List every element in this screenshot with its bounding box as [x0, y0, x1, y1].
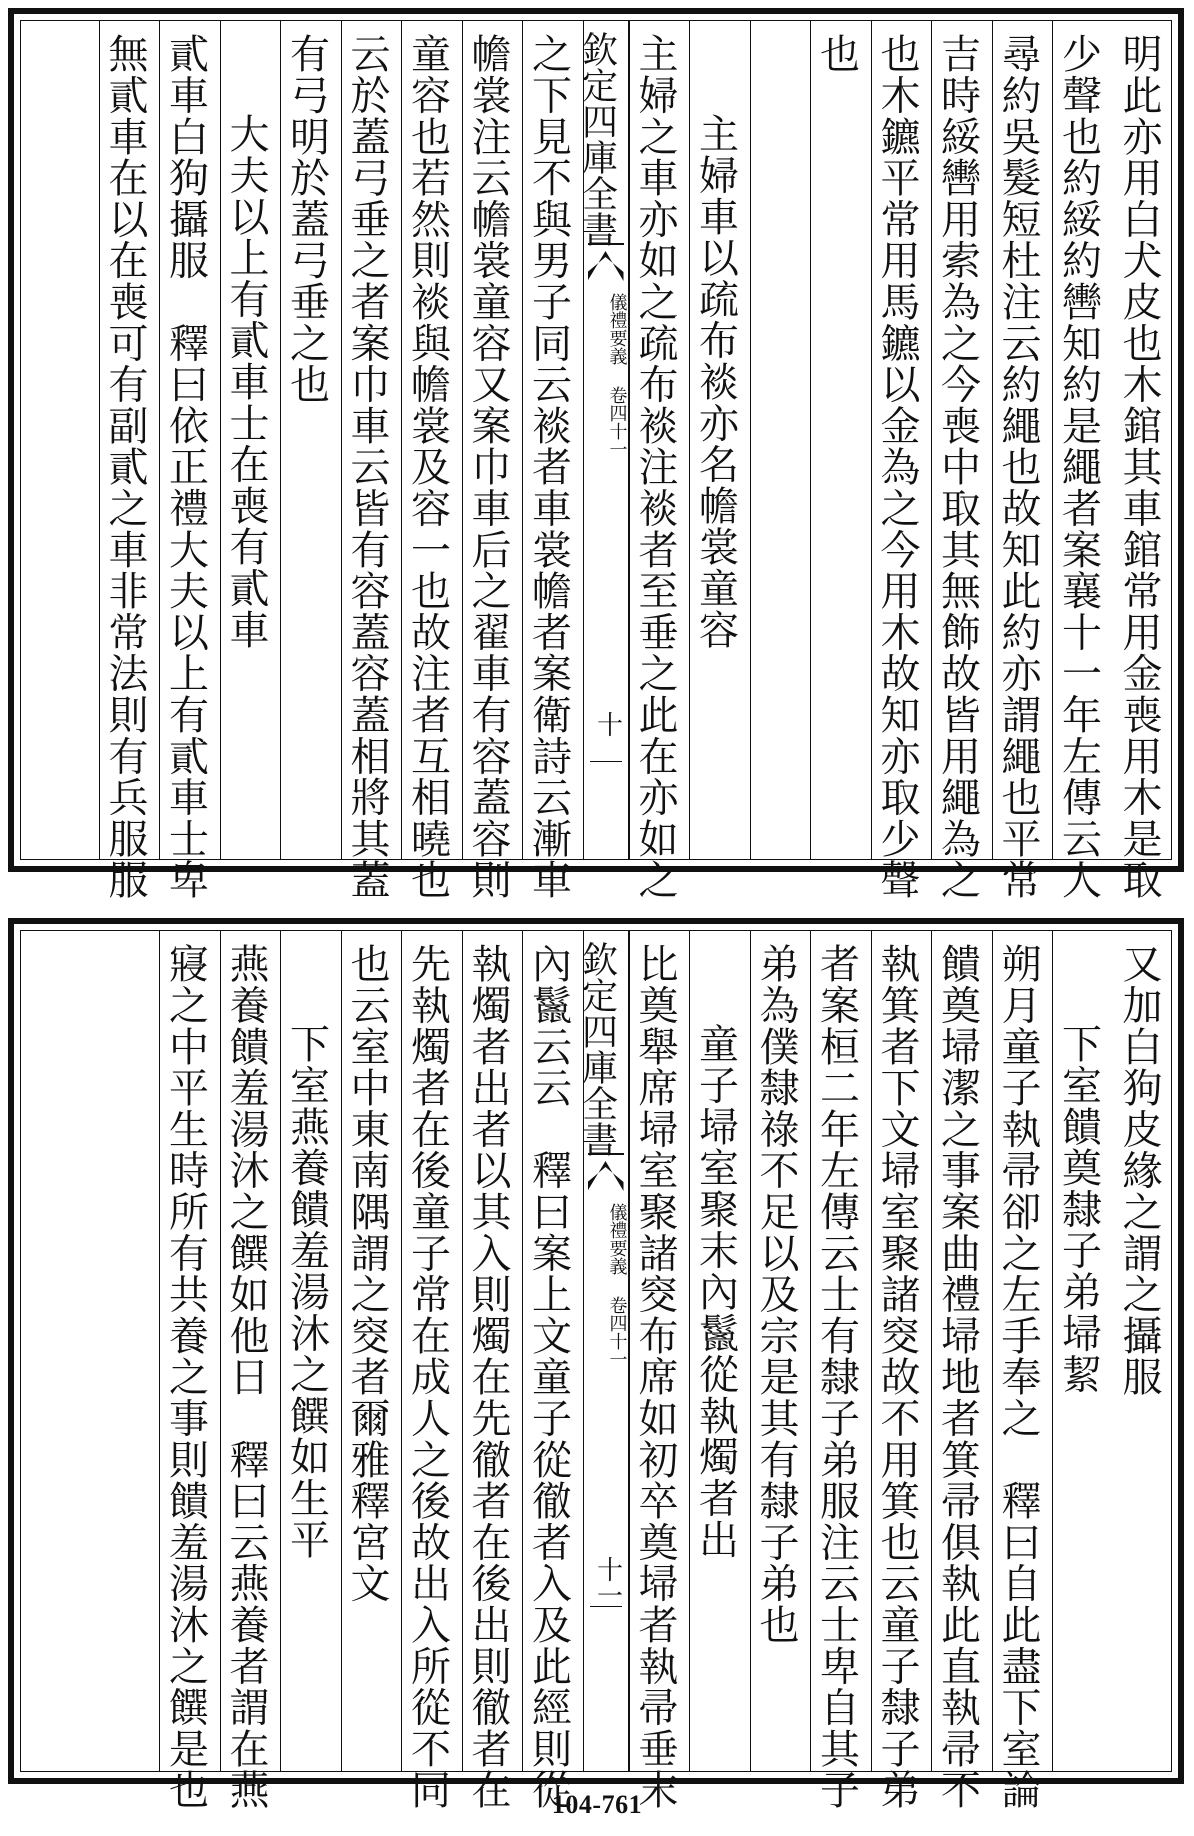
text-column: [689, 931, 750, 1771]
fish-tail-ornament: [588, 1153, 624, 1201]
text-column: [220, 931, 281, 1811]
text-column: [401, 931, 462, 1811]
column-text: 貳車白狗攝服 釋曰依正禮大夫以上有貳車士卑: [162, 33, 209, 901]
column-text: 燕養饋羞湯沐之饌如他日 釋曰云燕養者謂在燕: [223, 943, 269, 1811]
fish-tail-ornament: [588, 243, 624, 291]
text-column: [750, 21, 811, 859]
running-title: 欽定四庫全書: [576, 31, 618, 247]
text-column: [401, 21, 462, 901]
text-column: [462, 21, 523, 901]
text-column: [689, 21, 750, 859]
column-text: 又加白狗皮緣之謂之攝服: [1116, 943, 1162, 1398]
column-text: 比奠舉席埽室聚諸窔布席如初卒奠埽者執帚垂末: [632, 943, 678, 1811]
text-column: [629, 931, 690, 1811]
top-text-columns: [21, 21, 1171, 901]
column-text: 大夫以上有貳車士在喪有貳車: [223, 113, 269, 650]
text-column: [810, 931, 871, 1811]
column-text: 童子埽室聚末內鬣從執燭者出: [692, 1023, 739, 1560]
center-banner: [576, 21, 629, 859]
text-column: [871, 21, 932, 901]
column-text: 也木鑣平常用馬鑣以金為之今用木故知亦取少聲: [874, 33, 920, 901]
column-text: 之下見不與男子同云裧者車裳幨者案衛詩云漸車: [525, 33, 572, 901]
text-column: [341, 931, 402, 1771]
column-text: 弟為僕隸祿不足以及宗是其有隸子弟也: [753, 943, 799, 1646]
text-column: [220, 21, 281, 859]
text-column: [810, 21, 871, 859]
column-text: 有弓明於蓋弓垂之也: [283, 33, 330, 405]
column-text: 下室饋奠隸子弟埽絜: [1055, 1023, 1102, 1395]
column-text: 尋約吳髮短杜注云約繩也故知此約亦謂繩也平常: [995, 33, 1041, 901]
text-column: [159, 931, 220, 1811]
text-column: [522, 21, 583, 901]
column-text: 內鬣云云 釋曰案上文童子從徹者入及此經則從: [525, 943, 572, 1811]
center-banner: [576, 931, 629, 1771]
folio-rule: [590, 1606, 622, 1607]
column-text: 執燭者出者以其入則燭在先徹者在後出則徹者在: [465, 943, 511, 1811]
column-text: 饋奠埽潔之事案曲禮埽地者箕帚俱執此直執帚不: [934, 943, 981, 1811]
column-text: 童容也若然則裧與幨裳及容一也故注者互相曉也: [404, 33, 451, 901]
book-and-volume: 儀禮要義 卷四十一: [606, 293, 628, 458]
column-text: 者案桓二年左傳云士有隸子弟服注云士卑自其子: [813, 943, 860, 1811]
text-column: [462, 931, 523, 1811]
column-text: 少聲也約綏約轡知約是繩者案襄十一年左傳云人: [1055, 33, 1102, 901]
running-title: 欽定四庫全書: [576, 941, 618, 1157]
text-column: [992, 931, 1053, 1811]
text-column: [1113, 931, 1174, 1771]
column-text: 也云室中東南隅謂之窔者爾雅釋宮文: [344, 943, 390, 1604]
page-number: 104-761: [551, 1790, 643, 1819]
column-text: 也: [813, 33, 860, 75]
column-text: 主婦車以疏布裧亦名幨裳童容: [692, 113, 739, 650]
text-column: [931, 21, 992, 901]
text-column: [992, 21, 1053, 901]
column-text: 下室燕養饋羞湯沐之饌如生平: [283, 1023, 330, 1560]
text-column: [871, 931, 932, 1811]
top-page: [8, 8, 1184, 901]
column-text: 執箕者下文埽室聚諸窔故不用箕也云童子隸子弟: [874, 943, 920, 1811]
text-column: [1113, 21, 1174, 901]
column-text: 明此亦用白犬皮也木錧其車錧常用金喪用木是取: [1116, 33, 1162, 901]
column-text: 吉時綏轡用索為之今喪中取其無飾故皆用繩為之: [934, 33, 981, 901]
folio-number: 十: [592, 711, 623, 737]
folio-number: 十一: [592, 1556, 623, 1608]
text-column: [931, 931, 992, 1811]
top-page-frame: [20, 20, 1172, 901]
text-column: [341, 21, 402, 901]
text-column: [629, 21, 690, 901]
text-column: [1052, 21, 1113, 901]
column-text: 先執燭者在後童子常在成人之後故出入所從不同: [404, 943, 451, 1811]
text-column: [99, 21, 160, 901]
text-column: [1052, 931, 1113, 1771]
column-text: 云於蓋弓垂之者案巾車云皆有容蓋容蓋相將其蓋: [344, 33, 390, 901]
column-text: 主婦之車亦如之疏布裧注裧者至垂之此在亦如之: [632, 33, 678, 901]
column-text: 朔月童子執帚卻之左手奉之 釋曰自此盡下室論: [995, 943, 1041, 1811]
column-text: 幨裳注云幨裳童容又案巾車后之翟車有容蓋容則: [465, 33, 511, 901]
column-text: 寢之中平生時所有共養之事則饋羞湯沐之饌是也: [162, 943, 209, 1811]
text-column: [750, 931, 811, 1771]
text-column: [280, 21, 341, 859]
text-column: [280, 931, 341, 1771]
column-text: 無貳車在以在喪可有副貳之車非常法則有兵服服: [102, 33, 148, 901]
text-column: [522, 931, 583, 1811]
book-and-volume: 儀禮要義 卷四十一: [606, 1203, 628, 1368]
folio-rule: [590, 761, 622, 762]
text-column: [159, 21, 220, 901]
